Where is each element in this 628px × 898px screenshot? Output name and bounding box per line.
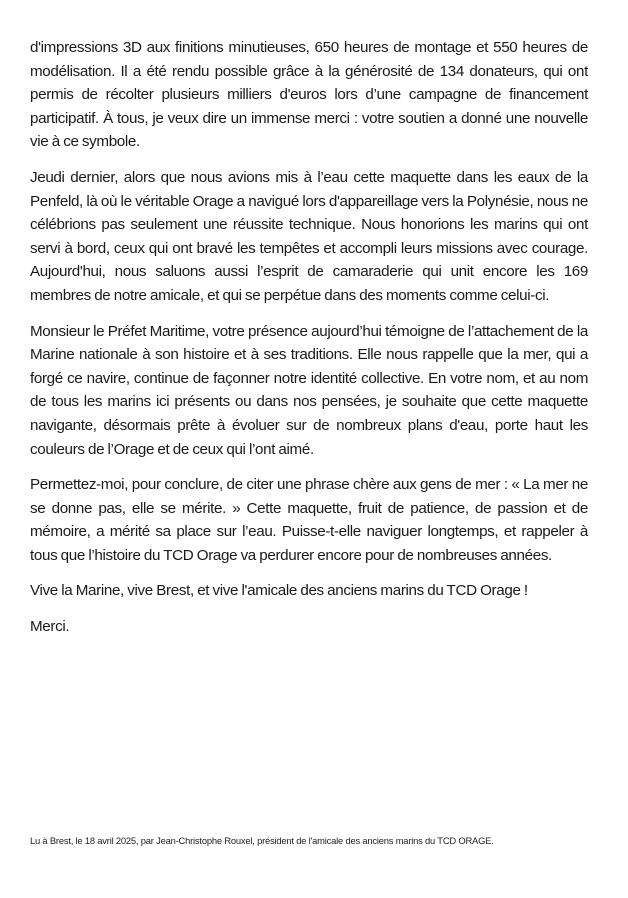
paragraph-2: Jeudi dernier, alors que nous avions mis à l’eau cette maquette dans les eaux de la Penfeld, là où le véritable Orage a navigué lors d'appareillage vers la Polynésie, nous ne célébrions pas seulement une réussite technique. Nous honorions les marins qui ont servi à bord, ceux qui ont bravé les tempêtes et accompli leurs missions avec courage. Aujourd'hui, nous saluons aussi l’esprit de camaraderie qui unit encore les 169 membres de notre amicale, et qui se perpétue dans des moments comme celui-ci. [30,168,588,304]
paragraph-3: Monsieur le Préfet Maritime, votre présence aujourd’hui témoigne de l’attachement de la Marine nationale à son histoire et à ses traditions. Elle nous rappelle que la mer, qui a forgé ce navire, continue de façonner notre identité collective. En votre nom, et au nom de tous les marins ici présents ou dans nos pensées, je souhaite que cette maquette navigante, désormais prête à évoluer sur de nombreux plans d'eau, porte haut les couleurs de l’Orage et de ceux qui l’ont aimé. [30,322,588,458]
footnote: Lu à Brest, le 18 avril 2025, par Jean-Christophe Rouxel, président de l'amicale des anciens marins du TCD ORAGE. [30,835,494,846]
speech-body [30,36,588,651]
paragraph-4: Permettez-moi, pour conclure, de citer une phrase chère aux gens de mer : « La mer ne se donne pas, elle se mérite. » Cette maquette, fruit de patience, de passion et de mémoire, a mérité sa place sur l’eau. Puisse-t-elle naviguer longtemps, et rappeler à tous que l’histoire du TCD Orage va perdurer encore pour de nombreuses années. [30,476,588,564]
paragraph-6: Merci. [30,618,70,636]
paragraph-1: d'impressions 3D aux finitions minutieuses, 650 heures de montage et 550 heures de modélisation. Il a été rendu possible grâce à la générosité de 134 donateurs, qui ont permis de récolter plusieurs milliers d'euros lors d’une campagne de financement participatif. À tous, je veux dire un immense merci : votre soutien a donné une nouvelle vie à ce symbole. [30,39,588,151]
paragraph-5: Vive la Marine, vive Brest, et vive l'amicale des anciens marins du TCD Orage ! [30,582,528,600]
